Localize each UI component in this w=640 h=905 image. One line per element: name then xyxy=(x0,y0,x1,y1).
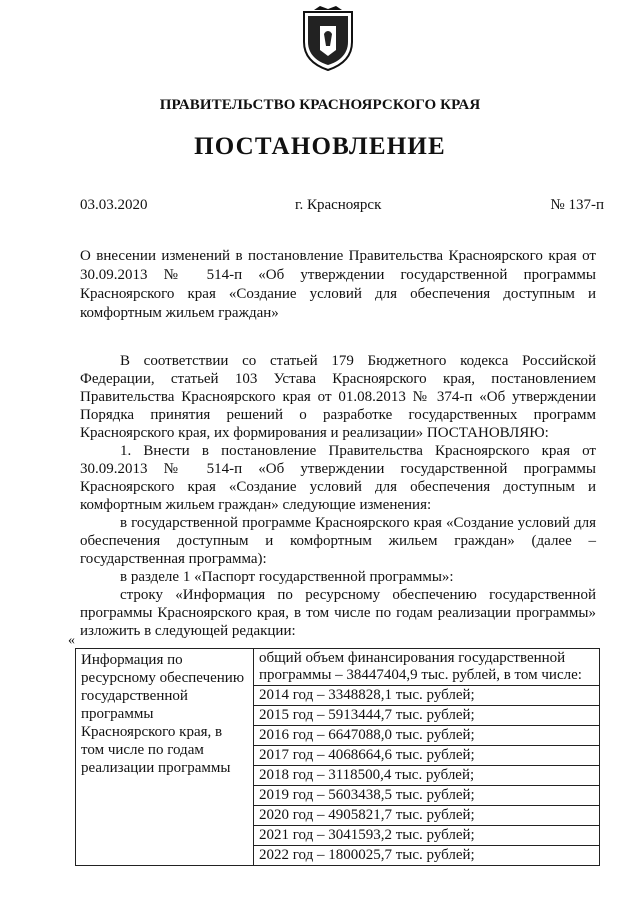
funding-year: 2021 год – 3041593,2 тыс. рублей; xyxy=(254,826,599,846)
table-row xyxy=(76,649,600,866)
paragraph: в разделе 1 «Паспорт государственной программы»: xyxy=(120,569,454,585)
funding-year: 2020 год – 4905821,7 тыс. рублей; xyxy=(254,806,599,826)
document-number: № 137-п xyxy=(550,197,604,213)
document-subject: О внесении изменений в постановление Правительства Красноярского края от 30.09.2013 № 514-п «Об утверждении государственной программы Красноярского края «Создание условий для обеспечения доступным и комфортным жильем граждан» xyxy=(80,248,596,321)
coat-of-arms-icon xyxy=(300,6,356,72)
funding-year: 2015 год – 5913444,7 тыс. рублей; xyxy=(254,706,599,726)
funding-year: 2022 год – 1800025,7 тыс. рублей; xyxy=(259,847,475,863)
funding-year: 2019 год – 5603438,5 тыс. рублей; xyxy=(254,786,599,806)
funding-year: 2016 год – 6647088,0 тыс. рублей; xyxy=(254,726,599,746)
funding-year: 2018 год – 3118500,4 тыс. рублей; xyxy=(254,766,599,786)
paragraph: В соответствии со статьей 179 Бюджетного кодекса Российской Федерации, статьей 103 Устава Красноярского края, постановлением Правительства Красноярского края от 01.08.2013 № 374-п «Об утверждении Порядка принятия решений о разработке государственных программ Красноярского края, их формирования и реализации» ПОСТАНОВЛЯЮ: xyxy=(80,353,596,441)
funding-year: 2014 год – 3348828,1 тыс. рублей; xyxy=(254,686,599,706)
row-values xyxy=(254,649,600,866)
document-type: ПОСТАНОВЛЕНИЕ xyxy=(194,133,446,160)
open-quote: « xyxy=(68,633,75,648)
funding-total: общий объем финансирования государственной программы – 38447404,9 тыс. рублей, в том числе: xyxy=(254,649,599,686)
paragraph: 1. Внести в постановление Правительства Красноярского края от 30.09.2013 № 514-п «Об утверждении государственной программы Красноярского края «Создание условий для обеспечения доступным и комфортным жильем граждан» следующие изменения: xyxy=(80,443,596,513)
organization-title: ПРАВИТЕЛЬСТВО КРАСНОЯРСКОГО КРАЯ xyxy=(159,97,481,113)
document-city: г. Красноярск xyxy=(295,197,382,213)
paragraph: в государственной программе Красноярского края «Создание условий для обеспечения доступным и комфортным жильем граждан» (далее – государственная программа): xyxy=(80,515,596,567)
document-body xyxy=(80,352,596,640)
funding-table xyxy=(75,648,600,866)
row-label: Информация по ресурсному обеспечению государственной программы Красноярского края, в том числе по годам реализации программы xyxy=(76,649,254,866)
funding-year: 2017 год – 4068664,6 тыс. рублей; xyxy=(254,746,599,766)
document-date: 03.03.2020 xyxy=(80,197,148,213)
paragraph: строку «Информация по ресурсному обеспечению государственной программы Красноярского края, в том числе по годам реализации программы» изложить в следующей редакции: xyxy=(80,587,596,639)
